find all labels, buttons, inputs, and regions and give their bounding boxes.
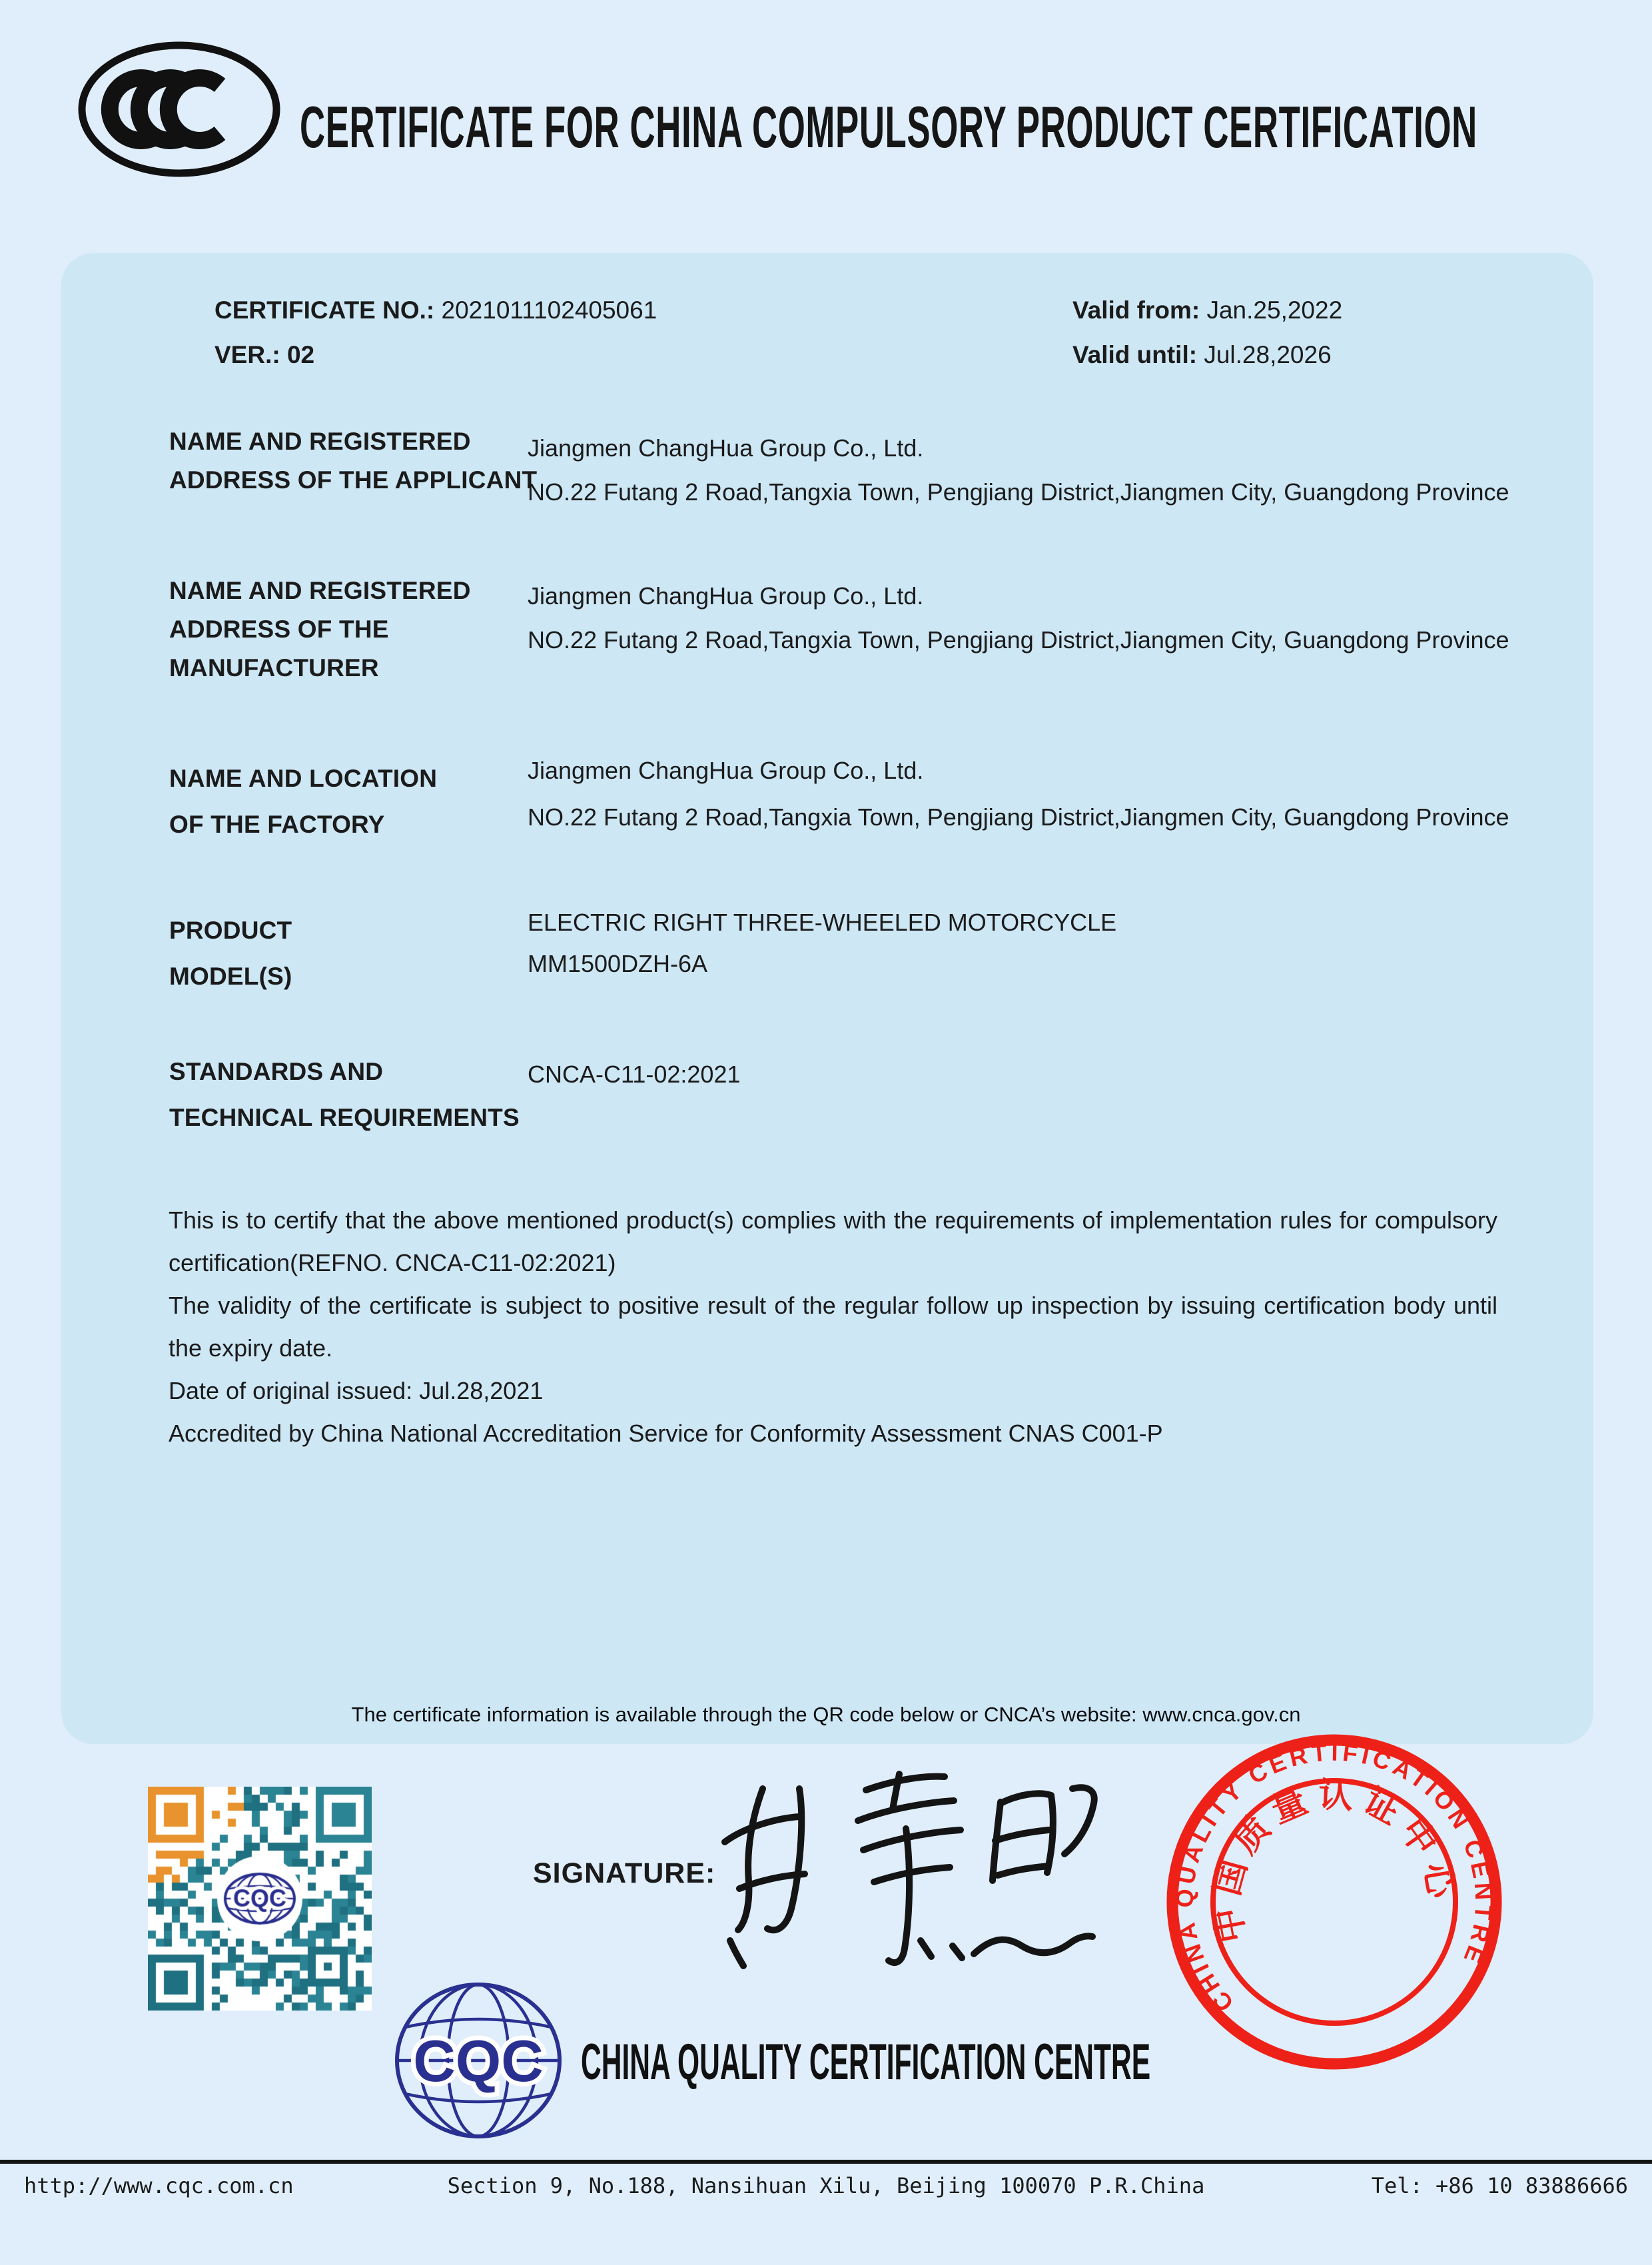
cqc-globe-icon bbox=[392, 1980, 565, 2142]
qr-code bbox=[148, 1787, 372, 2011]
footer-telephone: Tel: +86 10 83886666 bbox=[1371, 2173, 1628, 2198]
certificate-number-value: 2021011102405061 bbox=[441, 296, 657, 324]
version-label: VER.: bbox=[214, 341, 280, 368]
valid-from-value: Jan.25,2022 bbox=[1206, 296, 1343, 324]
standards-value: CNCA-C11-02:2021 bbox=[528, 1061, 741, 1088]
cqc-red-stamp bbox=[1161, 1729, 1507, 2075]
statement-line: The validity of the certificate is subject to positive result of the regular follow up inspection by issuing certification body until the expiry date. bbox=[169, 1292, 1497, 1362]
factory-address: NO.22 Futang 2 Road,Tangxia Town, Pengjiang District,Jiangmen City, Guangdong Province bbox=[528, 803, 1509, 831]
factory-label: NAME AND LOCATION OF THE FACTORY bbox=[169, 765, 438, 838]
footer-website: http://www.cqc.com.cn bbox=[24, 2173, 294, 2198]
factory-name: Jiangmen ChangHua Group Co., Ltd. bbox=[528, 757, 924, 784]
valid-from-row bbox=[1072, 296, 1342, 324]
valid-until-row bbox=[1072, 341, 1332, 369]
signature-label: SIGNATURE: bbox=[533, 1857, 716, 1889]
version-value: 02 bbox=[286, 341, 315, 368]
certificate-number-label: CERTIFICATE NO.: bbox=[214, 296, 435, 324]
product-label: PRODUCT MODEL(S) bbox=[169, 917, 292, 990]
qr-info-note: The certificate information is available through the QR code below or CNCA’s website: www.cnca.gov.cn bbox=[351, 1703, 1301, 1726]
statement-line: This is to certify that the above mentioned product(s) complies with the requirements of implementation rules for compulsory certification(REFNO. CNCA-C11-02:2021) bbox=[169, 1206, 1497, 1276]
statement-line: Date of original issued: Jul.28,2021 bbox=[169, 1377, 544, 1404]
page-title: CERTIFICATE FOR CHINA COMPULSORY PRODUCT CERTIFICATION bbox=[300, 94, 1477, 160]
issuer-name: CHINA QUALITY CERTIFICATION CENTRE bbox=[581, 2034, 1151, 2090]
signature-handwriting bbox=[699, 1762, 1112, 1982]
certificate-number-row bbox=[214, 296, 657, 324]
applicant-address: NO.22 Futang 2 Road,Tangxia Town, Pengjiang District,Jiangmen City, Guangdong Province bbox=[528, 478, 1509, 506]
product-name: ELECTRIC RIGHT THREE-WHEELED MOTORCYCLE bbox=[528, 909, 1117, 936]
manufacturer-name: Jiangmen ChangHua Group Co., Ltd. bbox=[528, 582, 924, 610]
applicant-name: Jiangmen ChangHua Group Co., Ltd. bbox=[528, 434, 924, 462]
stamp-ring-text: CHINA QUALITY CERTIFICATION CENTRE bbox=[1170, 1738, 1498, 2017]
certification-statements bbox=[169, 1199, 1497, 1455]
standards-label: STANDARDS AND TECHNICAL REQUIREMENTS bbox=[169, 1058, 520, 1131]
valid-until-value: Jul.28,2026 bbox=[1204, 341, 1332, 368]
manufacturer-label: NAME AND REGISTERED ADDRESS OF THE MANUFACTURER bbox=[169, 577, 471, 681]
valid-from-label: Valid from: bbox=[1072, 296, 1200, 324]
product-model: MM1500DZH-6A bbox=[528, 950, 708, 977]
applicant-label: NAME AND REGISTERED ADDRESS OF THE APPLICANT bbox=[169, 428, 538, 494]
footer-address: Section 9, No.188, Nansihuan Xilu, Beijing 100070 P.R.China bbox=[447, 2173, 1205, 2198]
version-row bbox=[214, 341, 314, 369]
ccc-mark-icon bbox=[75, 41, 284, 178]
cqc-acronym: CQC bbox=[413, 2028, 544, 2094]
valid-until-label: Valid until: bbox=[1072, 341, 1198, 368]
stamp-center-text: 中国质量认证中心 bbox=[1207, 1775, 1461, 1946]
statement-line: Accredited by China National Accreditation Service for Conformity Assessment CNAS C001-P bbox=[169, 1420, 1163, 1447]
footer-divider bbox=[0, 2160, 1652, 2164]
manufacturer-address: NO.22 Futang 2 Road,Tangxia Town, Pengjiang District,Jiangmen City, Guangdong Province bbox=[528, 626, 1509, 654]
